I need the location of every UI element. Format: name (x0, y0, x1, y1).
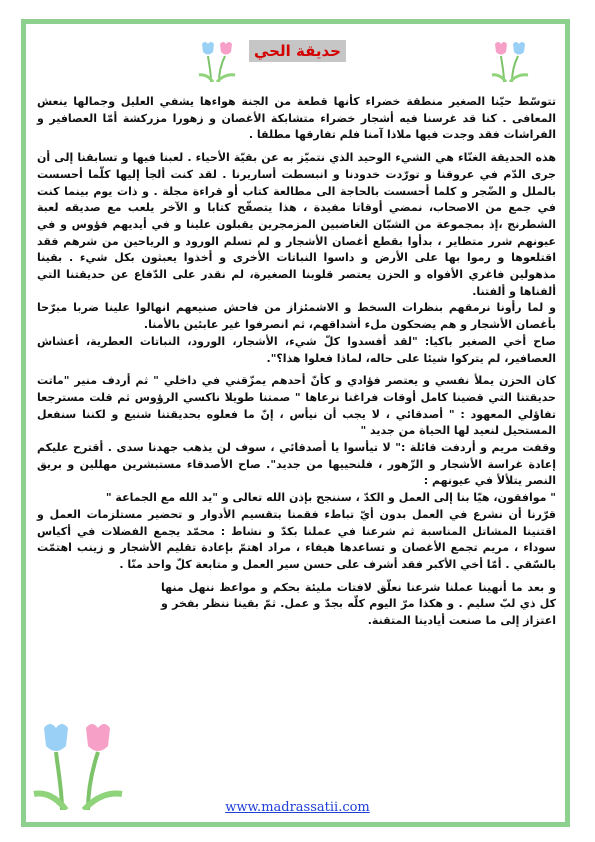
page-title: حديقة الحي (249, 40, 346, 62)
footer (0, 800, 595, 815)
tulip-flowers-icon (32, 718, 124, 810)
paragraph: " موافقون، هيّا بنا إلى العمل و الكدّ ، سننجح بإذن الله تعالى و "يد الله مع الجماعة " (105, 491, 556, 505)
paragraph: و بعد ما أنهينا عملنا شرعنا نعلّق لافتات مليئة بحكم و مواعظ ننهل منها كل ذي لبّ سليم . و هكذا مرّ اليوم كلّه بجدّ و عمل. ثمّ بقينا ننظر بفخر و اعتزاز إلى ما صنعت أيادينا المتقنة. (161, 580, 556, 628)
page-title-wrap (0, 40, 595, 62)
paragraph: تتوسّط حيّنا الصغير منطقة خضراء كأنها قطعة من الجنة هواءها يشفي العليل وجمالها ينعش المعافى . كنا قد غرسنا فيه أشجار خضراء متشابكة الأغصان و زهورا مزركشة أمّا العصافير و الفراشات فقد وجدت فيها ملاذا آمنا فلم تفارقها مطلقا . (37, 95, 556, 142)
paragraph: صاح أخي الصغير باكيا: "لقد أفسدوا كلّ شيء، الأشجار، الورود، النباتات العطرية، أعشاش العصافير، لم يتركوا شيئا على حاله، لماذا فعلوا هذا؟". (37, 334, 556, 365)
paragraph: و لما رأونا نرمقهم بنظرات السخط و الاشمئزاز من فاحش صنيعهم انهالوا علينا ضربا مبرّحا بأغصان الأشجار و هم يضحكون ملء أشداقهم، ثم انصرفوا غير عابئين بالأمنا. (37, 301, 556, 332)
paragraph: قرّرنا أن نشرع في العمل بدون أيّ تباطء فقمنا بتقسيم الأدوار و تحضير مستلزمات العمل و اقتنينا المشاتل المناسبة ثم شرعنا في عملنا بكدّ و نشاط : محمّد يجمع الفضلات في أكياس سوداء ، مريم تجمع الأغصان و تساعدها هيفاء ، مراد اهتمّ بإعادة تقليم الأشجار و زينب اهتمّت بالسّقي . أمّا أخي الأكبر فقد أشرف على حسن سير العمل و متابعة كلّ واحد منّا . (37, 507, 556, 571)
paragraph: هذه الحديقة الغنّاء هي الشيء الوحيد الذي نتميّز به عن بقيّة الأحياء . لعبنا فيها و تسابقنا إلى أن جرى الدّم في عروقنا و تورّدت خدودنا و انبسطت أساريرنا . لقد كنت ألجأ إليها كلّما أحسست بالملل و الضّجر و كلما أحسست بالحاجة الى مطالعة كتاب أو قراءة مجلة . و ذات يوم بينما كنت في جمع من الاصحاب، نمضي أوقاتا مفيدة ، هذا يتصفّح كتابا و الآخر يلعب مع صديقه لعبة الشطرنج ،إذ بمجموعة من الشبّان الغاضبين المزمجرين يقبلون علينا و في أيديهم فؤوس و في عيونهم شرر متطاير ، بدأوا بقطع أغصان الأشجار و لم تسلم الورود و الرياحين من شرهم فقد اقتلعوها و رموا بها على الأرض و داسوا النباتات الأخرى و أخذوا يعبثون بكل شيء . بقينا مذهولين فاغري الأفواه و الحزن يعتصر قلوبنا الصغيرة، لم نقدر على الدّفاع عن حديقتنا التي ألفناها و ألفتنا. (37, 151, 556, 298)
paragraph: كان الحزن يملأ نفسي و يعتصر فؤادي و كأنّ أحدهم يمزّقني في داخلي " ثم أردف منير "ماتت حديقتنا التي قضينا كامل أوقات فراغنا نرعاها " صمتنا طويلا ناكسي الرؤوس ثم قلت مسترجعا تفاؤلي المعهود : " أصدقائي ، لا يجب أن نيأس ، إنّ ما فعلوه بحديقتنا شنيع و لكننا سنفعل المستحيل لنعيد لها الحياة من جديد " (37, 374, 556, 438)
story-body (37, 94, 556, 630)
website-link[interactable]: www.madrassatii.com (225, 800, 370, 815)
paragraph: وقفت مريم و أردفت قائلة :" لا تيأسوا يا أصدقائي ، سوف لن يذهب جهدنا سدى . أقترح عليكم إعادة غراسة الأشجار و الزّهور ، فلنحييها من جديد". صاح الأصدقاء مستبشرين مهللين و بريق النصر يتلألأ في عيونهم : (37, 441, 556, 488)
